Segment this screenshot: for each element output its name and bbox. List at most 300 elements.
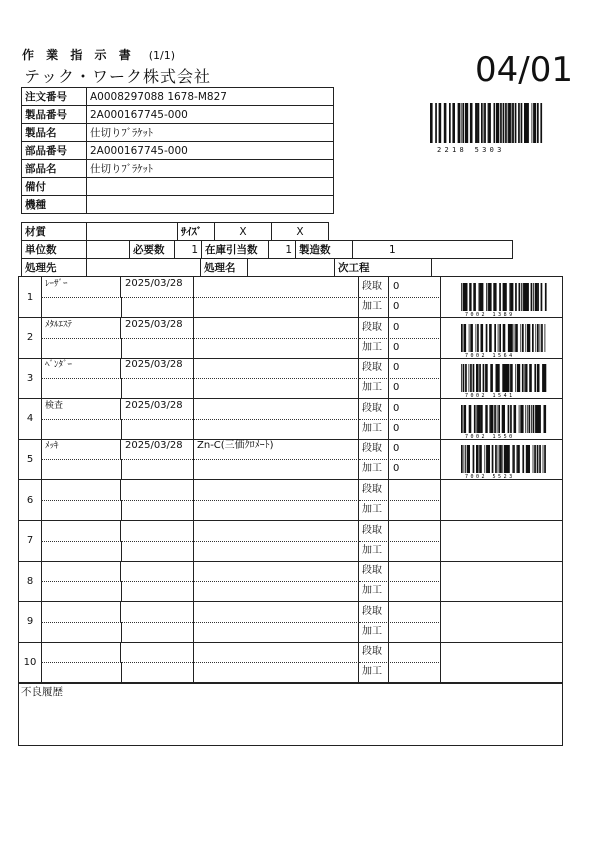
process-name: ﾒﾀﾙｴｽﾃ [41,318,121,338]
step-number: 4 [19,399,42,439]
barcode-bar [488,283,489,311]
barcode-bar [525,405,526,433]
setup-value [389,602,441,622]
setup-value: 0 [389,318,441,338]
barcode-bar [527,445,530,473]
barcode-bar [494,405,496,433]
barcode-bar [461,324,463,352]
process-name-sub [41,500,122,520]
barcode-bar [512,445,513,473]
barcode-bar [510,103,511,143]
barcode-bar [515,364,516,392]
work-label: 加工 [359,581,389,601]
barcode-bar [499,283,501,311]
setup-value: 0 [389,358,441,378]
work-label: 加工 [359,541,389,561]
setup-label: 段取 [359,399,389,419]
work-label: 加工 [359,419,389,439]
part-no-value: 2A000167745-000 [87,142,334,160]
barcode-bar [489,405,490,433]
dotted-divider [41,378,359,379]
barcode-bar [473,445,475,473]
document-title [22,46,175,63]
barcode-bar [461,283,462,311]
barcode-bar [522,445,524,473]
barcode-bar [531,405,532,433]
dotted-divider [41,662,359,663]
process-name-sub [41,622,122,642]
barcode-bar [514,324,515,352]
product-no-label: 製品番号 [22,106,87,124]
barcode-bar [475,103,478,143]
process-name [41,561,121,581]
barcode-bar [543,445,544,473]
next-label: 次工程 [335,259,432,277]
barcode-bar [511,324,513,352]
barcode-bar [464,445,465,473]
process-name [41,602,121,622]
dest-label: 処理先 [22,259,87,277]
step-number: 3 [19,358,42,398]
barcode-bar [494,103,496,143]
barcode-bar [481,103,483,143]
defect-history [18,682,563,746]
barcode-bar [537,283,539,311]
barcode-bar [522,324,524,352]
process-row [19,439,562,480]
barcode-bar [435,103,437,143]
process-row [19,358,562,399]
company-name: テック・ワーク株式会社 [24,67,212,86]
size-x2: X [272,223,329,241]
barcode-bar [462,103,464,143]
qty-row [21,240,513,259]
barcode-bar [544,364,547,392]
next-value [432,259,485,277]
work-label: 加工 [359,459,389,479]
process-date: 2025/03/28 [121,277,194,317]
process-row [19,318,562,359]
barcode-bar [535,283,538,311]
barcode-bar [537,445,539,473]
barcode-bar [498,324,499,352]
order-no-label: 注文番号 [22,88,87,106]
dotted-divider [41,419,359,420]
barcode-bar [533,445,534,473]
barcode-bar [529,364,532,392]
work-value [389,581,441,601]
barcode-bar [459,103,460,143]
barcode-bar [449,103,451,143]
barcode-bar [476,405,477,433]
barcode-bar [461,445,463,473]
model-value [87,196,334,214]
barcode-bar [544,405,547,433]
barcode-bar [430,103,433,143]
barcode-bar [481,324,484,352]
barcode-bar [497,405,498,433]
barcode-bar [498,445,499,473]
top-barcode-number: 2218 5303 [437,146,505,154]
material-row [21,222,329,241]
barcode-bar [540,103,542,143]
barcode-bar [524,364,525,392]
page-label: (1/1) [148,49,176,62]
barcode-bar [498,405,500,433]
dotted-divider [41,459,359,460]
required-label: 必要数 [130,241,175,259]
barcode-bar [470,283,472,311]
barcode-bar [500,103,502,143]
dotted-divider [41,622,359,623]
production-value: 1 [353,241,513,259]
barcode-bar [537,103,539,143]
defect-label: 不良履歴 [21,686,63,698]
part-name-row [22,160,334,178]
part-no-label: 部品番号 [22,142,87,160]
work-label: 加工 [359,622,389,642]
step-number: 8 [19,561,42,601]
barcode-bar [510,364,513,392]
barcode-bar [469,324,470,352]
barcode-bar [473,283,476,311]
step-barcode [441,318,562,358]
process-name-label: 処理名 [201,259,248,277]
barcode-bar [467,103,469,143]
part-name-label: 部品名 [22,160,87,178]
dotted-divider [41,297,359,298]
barcode-bar [481,283,484,311]
setup-label: 段取 [359,358,389,378]
step-number: 6 [19,480,42,520]
barcode-bar [461,405,463,433]
attach-value [87,178,334,196]
size-label: ｻｲｽﾞ [178,223,215,241]
barcode-bar [501,445,502,473]
header-table [21,87,334,214]
barcode-bar [494,324,496,352]
process-name-sub [41,297,122,317]
barcode-number: 7002 5523 [465,474,515,480]
barcode-bar [508,103,509,143]
barcode-bar [479,445,482,473]
work-label: 加工 [359,378,389,398]
process-name-sub [41,541,122,561]
barcode-bar [534,445,536,473]
model-row [22,196,334,214]
barcode-bar [490,364,493,392]
setup-value: 0 [389,277,441,297]
process-row [19,277,562,318]
process-row [19,399,562,440]
barcode-bar [486,405,488,433]
barcode-bar [492,445,494,473]
barcode-bar [541,324,543,352]
work-label: 加工 [359,500,389,520]
setup-value [389,521,441,541]
barcode-number: 7002 1550 [465,433,515,439]
barcode-bar [535,324,536,352]
setup-value [389,642,441,662]
attach-label: 備付 [22,178,87,196]
barcode-bar [523,283,524,311]
dest-value [87,259,201,277]
barcode-bar [522,405,524,433]
unit-qty-value [87,241,130,259]
barcode-bar [517,445,520,473]
work-label: 加工 [359,662,389,682]
barcode-bar [465,364,467,392]
process-date: 2025/03/28 [121,358,194,398]
barcode-bar [485,405,486,433]
barcode-bar [479,405,480,433]
work-value [389,541,441,561]
barcode-bar [464,405,467,433]
setup-label: 段取 [359,480,389,500]
barcode-bar [534,364,536,392]
barcode-bar [526,364,528,392]
process-name-sub [41,419,122,439]
barcode-bar [502,364,503,392]
setup-label: 段取 [359,277,389,297]
process-date: 2025/03/28 [121,318,194,358]
barcode-bar [489,324,492,352]
barcode-bar [478,445,479,473]
process-row [19,602,562,643]
barcode-bar [470,364,472,392]
attach-row [22,178,334,196]
barcode-bar [533,405,535,433]
setup-value: 0 [389,399,441,419]
barcode-bar [534,103,535,143]
barcode-bar [509,283,510,311]
barcode-bar [503,324,506,352]
barcode-bar [521,283,522,311]
process-name: 検査 [41,399,121,419]
process-name-sub [41,338,122,358]
work-value [389,662,441,682]
barcode-bar [527,405,528,433]
barcode-bar [493,283,494,311]
dotted-divider [41,338,359,339]
barcode-bar [502,445,503,473]
setup-label: 段取 [359,561,389,581]
barcode-bar [509,364,510,392]
product-no-row [22,106,334,124]
work-value: 0 [389,459,441,479]
barcode-bar [461,364,462,392]
step-barcode [441,439,562,479]
order-no-row [22,88,334,106]
dotted-divider [41,500,359,501]
barcode-bar [525,364,526,392]
work-value: 0 [389,338,441,358]
barcode-bar [521,103,523,143]
barcode-bar [523,283,524,311]
barcode-bar [532,324,534,352]
barcode-bar [485,364,488,392]
barcode-bar [505,103,507,143]
order-no-value: A0008297088 1678-M827 [87,88,334,106]
dest-row [21,258,484,277]
part-name-value: 仕切りﾌﾞﾗｹｯﾄ [87,160,334,178]
barcode-bar [479,283,480,311]
production-label: 製造数 [296,241,353,259]
setup-label: 段取 [359,602,389,622]
step-number: 10 [19,642,42,682]
size-x1: X [215,223,272,241]
barcode-bar [467,445,470,473]
barcode-bar [477,324,479,352]
process-name [41,642,121,662]
big-number: 04/01 [475,50,573,90]
barcode-bar [469,364,470,392]
step-barcode [441,399,562,439]
step-number: 9 [19,602,42,642]
barcode-bar [503,103,505,143]
setup-label: 段取 [359,439,389,459]
model-label: 機種 [22,196,87,214]
barcode-bar [470,324,473,352]
barcode-bar [537,364,540,392]
barcode-bar [486,324,488,352]
barcode-bar [504,283,507,311]
barcode-bar [473,364,475,392]
barcode-bar [513,445,515,473]
barcode-bar [510,405,512,433]
barcode-number: 7002 1541 [465,393,515,399]
barcode-bar [499,324,501,352]
barcode-bar [508,405,510,433]
product-name-value: 仕切りﾌﾞﾗｹｯﾄ [87,124,334,142]
barcode-bar [522,364,524,392]
barcode-bar [476,324,477,352]
process-date: 2025/03/28 [121,399,194,439]
barcode-bar [484,103,485,143]
barcode-bar [488,445,490,473]
barcode-bar [515,283,517,311]
barcode-bar [502,405,503,433]
setup-value [389,561,441,581]
product-no-value: 2A000167745-000 [87,106,334,124]
barcode-bar [518,103,520,143]
barcode-bar [537,324,539,352]
barcode-bar [498,103,500,143]
barcode-bar [502,405,505,433]
step-number: 7 [19,521,42,561]
barcode-bar [515,103,517,143]
dotted-divider [41,581,359,582]
barcode-bar [469,405,472,433]
process-row [19,480,562,521]
barcode-bar [532,103,533,143]
barcode-bar [488,103,491,143]
barcode-bar [535,103,537,143]
barcode-bar [545,283,547,311]
barcode-bar [538,405,541,433]
barcode-bar [464,324,467,352]
title-text: 作 業 指 示 書 [22,48,135,62]
material-value [87,223,178,241]
barcode-bar [541,283,543,311]
required-value: 1 [175,241,202,259]
barcode-bar [507,445,510,473]
process-date: 2025/03/28 [121,439,194,479]
process-name-value [248,259,335,277]
barcode-bar [531,283,533,311]
work-value: 0 [389,419,441,439]
barcode-bar [512,103,513,143]
part-no-row [22,142,334,160]
barcode-bar [452,103,455,143]
step-barcode [441,358,562,398]
barcode-bar [486,283,487,311]
barcode-bar [467,445,468,473]
process-table [18,276,563,684]
barcode-bar [490,283,492,311]
process-row [19,642,562,682]
barcode-bar [479,364,481,392]
process-name: ﾒｯｷ [41,439,121,459]
barcode-bar [466,283,468,311]
barcode-bar [525,324,526,352]
work-value [389,500,441,520]
barcode-bar [526,103,529,143]
barcode-bar [527,283,529,311]
barcode-bar [484,445,485,473]
step-number: 1 [19,277,42,317]
work-label: 加工 [359,338,389,358]
barcode-bar [506,364,507,392]
process-name-sub [41,459,122,479]
barcode-bar [519,283,521,311]
top-barcode [428,103,544,145]
stock-label: 在庫引当数 [202,241,269,259]
barcode-bar [514,405,517,433]
process-name: ﾚｰｻﾞｰ [41,277,121,297]
barcode-bar [465,445,466,473]
barcode-bar [480,405,483,433]
setup-value: 0 [389,439,441,459]
process-name: ﾍﾞﾝﾀﾞｰ [41,358,121,378]
process-row [19,521,562,562]
setup-value [389,480,441,500]
process-name [41,521,121,541]
product-name-row [22,124,334,142]
work-value [389,622,441,642]
setup-label: 段取 [359,521,389,541]
barcode-bar [488,103,489,143]
setup-label: 段取 [359,642,389,662]
process-name [41,480,121,500]
barcode-bar [486,445,487,473]
unit-qty-label: 単位数 [22,241,87,259]
work-label: 加工 [359,297,389,317]
work-value: 0 [389,297,441,317]
process-name-sub [41,378,122,398]
barcode-bar [512,103,514,143]
barcode-bar [469,283,470,311]
dotted-divider [41,541,359,542]
barcode-bar [519,405,520,433]
barcode-bar [478,103,480,143]
barcode-bar [492,405,494,433]
barcode-bar [529,405,531,433]
process-note: Zn-C(三価ｸﾛﾒｰﾄ) [194,439,359,479]
barcode-bar [461,103,462,143]
barcode-bar [512,283,514,311]
step-number: 5 [19,439,42,479]
